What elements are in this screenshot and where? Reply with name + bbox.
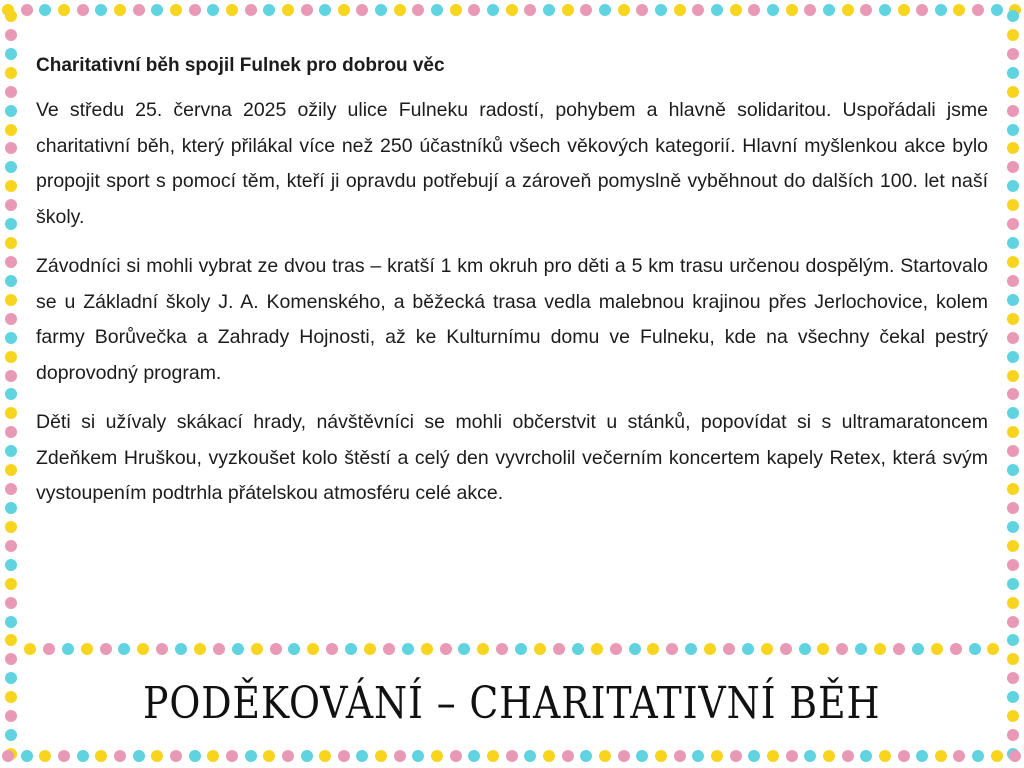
border-dot: [468, 750, 480, 762]
border-dot: [5, 124, 17, 136]
border-dot: [5, 48, 17, 60]
border-dot: [394, 4, 406, 16]
border-dot: [879, 750, 891, 762]
border-dot: [450, 750, 462, 762]
border-dot: [972, 4, 984, 16]
border-dot: [133, 4, 145, 16]
border-dot: [5, 540, 17, 552]
border-dot: [245, 750, 257, 762]
border-dot: [207, 4, 219, 16]
border-dot: [245, 4, 257, 16]
border-dot: [189, 750, 201, 762]
border-dot: [345, 643, 357, 655]
border-dot: [1007, 351, 1019, 363]
border-dot: [5, 180, 17, 192]
border-dot: [1007, 691, 1019, 703]
border-dot: [5, 559, 17, 571]
border-dot: [524, 750, 536, 762]
border-dot: [170, 4, 182, 16]
border-dot: [251, 643, 263, 655]
border-dot: [842, 750, 854, 762]
border-dot: [1007, 48, 1019, 60]
border-dot: [1007, 237, 1019, 249]
border-dot: [175, 643, 187, 655]
border-dot: [5, 332, 17, 344]
border-dot: [1007, 729, 1019, 741]
border-dot: [618, 4, 630, 16]
border-dot: [1007, 124, 1019, 136]
border-dot: [477, 643, 489, 655]
border-dot: [77, 750, 89, 762]
border-dot: [1007, 616, 1019, 628]
border-dot: [5, 370, 17, 382]
border-dot: [5, 634, 17, 646]
border-dot: [412, 4, 424, 16]
border-dot: [972, 750, 984, 762]
border-dot: [786, 750, 798, 762]
border-dot: [156, 643, 168, 655]
border-dot: [319, 4, 331, 16]
border-dot: [375, 4, 387, 16]
border-dot: [953, 750, 965, 762]
border-dot: [879, 4, 891, 16]
article-paragraph-3: Děti si užívaly skákací hrady, návštěvníci se mohli občerstvit u stánků, popovídat si s ultramaratoncem Zdeňkem Hruškou, vyzkoušet kolo štěstí a celý den vyvrcholil večerním koncertem kapely Retex, která svým vystoupením podtrhla přátelskou atmosféru celé akce.: [36, 411, 988, 504]
border-dot: [95, 750, 107, 762]
border-dot: [5, 672, 17, 684]
border-dot: [213, 643, 225, 655]
border-dot: [823, 750, 835, 762]
border-dot: [133, 750, 145, 762]
border-dot: [5, 597, 17, 609]
border-dot: [1007, 464, 1019, 476]
border-dot: [1007, 653, 1019, 665]
border-dot: [487, 4, 499, 16]
border-dot: [5, 653, 17, 665]
border-dot: [748, 4, 760, 16]
border-dot: [151, 4, 163, 16]
border-dot: [916, 750, 928, 762]
border-dot: [207, 750, 219, 762]
border-dot: [1007, 407, 1019, 419]
border-dot: [1007, 748, 1019, 760]
border-dot: [77, 4, 89, 16]
border-dot: [860, 750, 872, 762]
border-dot: [723, 643, 735, 655]
border-dot: [1007, 275, 1019, 287]
dotted-border-bottom: [2, 749, 1022, 763]
border-dot: [916, 4, 928, 16]
dotted-separator: [24, 642, 1000, 656]
border-dot: [402, 643, 414, 655]
border-dot: [194, 643, 206, 655]
border-dot: [282, 4, 294, 16]
dotted-border-left: [4, 10, 18, 760]
border-dot: [364, 643, 376, 655]
border-dot: [431, 4, 443, 16]
border-dot: [836, 643, 848, 655]
border-dot: [421, 643, 433, 655]
border-dot: [170, 750, 182, 762]
border-dot: [799, 643, 811, 655]
dotted-border-top: [2, 3, 1022, 17]
border-dot: [43, 643, 55, 655]
border-dot: [5, 237, 17, 249]
border-dot: [1007, 445, 1019, 457]
border-dot: [5, 521, 17, 533]
border-dot: [562, 4, 574, 16]
article-paragraph-2: Závodníci si mohli vybrat ze dvou tras – kratší 1 km okruh pro děti a 5 km trasu určenou dospělým. Startovalo se u Základní školy J. A. Komenského, a běžecká trasa vedla malebnou krajinou přes Jerlochovice, kolem farmy Borůvečka a Zahrady Hojnosti, až ke Kulturnímu domu ve Fulneku, kde na všechny čekal pestrý doprovodný program.: [36, 255, 988, 384]
border-dot: [2, 750, 14, 762]
border-dot: [950, 643, 962, 655]
border-dot: [572, 643, 584, 655]
border-dot: [991, 4, 1003, 16]
border-dot: [618, 750, 630, 762]
border-dot: [5, 483, 17, 495]
border-dot: [647, 643, 659, 655]
border-dot: [5, 86, 17, 98]
border-dot: [1007, 521, 1019, 533]
border-dot: [1007, 710, 1019, 722]
border-dot: [5, 294, 17, 306]
border-dot: [1007, 540, 1019, 552]
border-dot: [898, 750, 910, 762]
border-dot: [301, 750, 313, 762]
border-dot: [991, 750, 1003, 762]
border-dot: [394, 750, 406, 762]
border-dot: [383, 643, 395, 655]
border-dot: [114, 750, 126, 762]
border-dot: [543, 750, 555, 762]
border-dot: [874, 643, 886, 655]
border-dot: [5, 710, 17, 722]
border-dot: [5, 464, 17, 476]
border-dot: [356, 750, 368, 762]
border-dot: [893, 643, 905, 655]
border-dot: [338, 750, 350, 762]
border-dot: [1007, 29, 1019, 41]
border-dot: [62, 643, 74, 655]
border-dot: [81, 643, 93, 655]
border-dot: [5, 199, 17, 211]
border-dot: [804, 4, 816, 16]
border-dot: [1009, 750, 1021, 762]
border-dot: [5, 578, 17, 590]
border-dot: [506, 750, 518, 762]
border-dot: [987, 643, 999, 655]
border-dot: [5, 445, 17, 457]
border-dot: [855, 643, 867, 655]
border-dot: [301, 4, 313, 16]
border-dot: [356, 4, 368, 16]
border-dot: [655, 750, 667, 762]
border-dot: [5, 407, 17, 419]
border-dot: [580, 750, 592, 762]
banner: [24, 668, 1000, 738]
border-dot: [226, 4, 238, 16]
border-dot: [118, 643, 130, 655]
border-dot: [5, 161, 17, 173]
border-dot: [189, 4, 201, 16]
border-dot: [674, 750, 686, 762]
border-dot: [137, 643, 149, 655]
border-dot: [232, 643, 244, 655]
border-dot: [288, 643, 300, 655]
border-dot: [338, 4, 350, 16]
border-dot: [5, 351, 17, 363]
border-dot: [1007, 142, 1019, 154]
border-dot: [114, 4, 126, 16]
border-dot: [629, 643, 641, 655]
border-dot: [5, 748, 17, 760]
border-dot: [21, 4, 33, 16]
border-dot: [58, 4, 70, 16]
border-dot: [515, 643, 527, 655]
border-dot: [562, 750, 574, 762]
border-dot: [5, 142, 17, 154]
border-dot: [666, 643, 678, 655]
border-dot: [307, 643, 319, 655]
border-dot: [5, 218, 17, 230]
border-dot: [692, 750, 704, 762]
border-dot: [742, 643, 754, 655]
border-dot: [5, 388, 17, 400]
border-dot: [412, 750, 424, 762]
border-dot: [553, 643, 565, 655]
border-dot: [5, 313, 17, 325]
border-dot: [326, 643, 338, 655]
border-dot: [591, 643, 603, 655]
border-dot: [599, 4, 611, 16]
border-dot: [270, 643, 282, 655]
border-dot: [692, 4, 704, 16]
border-dot: [440, 643, 452, 655]
border-dot: [487, 750, 499, 762]
border-dot: [1007, 332, 1019, 344]
border-dot: [1007, 161, 1019, 173]
dotted-border-right: [1006, 10, 1020, 760]
border-dot: [636, 750, 648, 762]
border-dot: [1007, 672, 1019, 684]
border-dot: [458, 643, 470, 655]
border-dot: [1007, 10, 1019, 22]
border-dot: [282, 750, 294, 762]
border-dot: [431, 750, 443, 762]
border-dot: [786, 4, 798, 16]
border-dot: [5, 691, 17, 703]
border-dot: [1007, 67, 1019, 79]
article-headline: Charitativní běh spojil Fulnek pro dobrou věc: [36, 55, 445, 76]
border-dot: [711, 750, 723, 762]
border-dot: [842, 4, 854, 16]
border-dot: [95, 4, 107, 16]
border-dot: [534, 643, 546, 655]
border-dot: [685, 643, 697, 655]
border-dot: [24, 643, 36, 655]
border-dot: [767, 4, 779, 16]
border-dot: [860, 4, 872, 16]
border-dot: [151, 750, 163, 762]
border-dot: [1007, 578, 1019, 590]
border-dot: [1007, 370, 1019, 382]
border-dot: [375, 750, 387, 762]
border-dot: [610, 643, 622, 655]
border-dot: [496, 643, 508, 655]
border-dot: [730, 750, 742, 762]
border-dot: [5, 616, 17, 628]
border-dot: [931, 643, 943, 655]
border-dot: [1007, 294, 1019, 306]
border-dot: [524, 4, 536, 16]
border-dot: [100, 643, 112, 655]
border-dot: [5, 256, 17, 268]
border-dot: [5, 729, 17, 741]
border-dot: [969, 643, 981, 655]
border-dot: [450, 4, 462, 16]
border-dot: [767, 750, 779, 762]
border-dot: [780, 643, 792, 655]
border-dot: [506, 4, 518, 16]
border-dot: [953, 4, 965, 16]
border-dot: [636, 4, 648, 16]
article-paragraph-1: Ve středu 25. června 2025 ožily ulice Fulneku radostí, pohybem a hlavně solidaritou. Uspořádali jsme charitativní běh, který přilákal více než 250 účastníků všech věkových kategorií. Hlavní myšlenkou akce bylo propojit sport s pomocí těm, kteří ji opravdu potřebují a zároveň pomyslně vyběhnout do dalších 100. let naší školy.: [36, 99, 988, 228]
border-dot: [263, 750, 275, 762]
border-dot: [823, 4, 835, 16]
border-dot: [1007, 86, 1019, 98]
border-dot: [1007, 483, 1019, 495]
border-dot: [655, 4, 667, 16]
border-dot: [711, 4, 723, 16]
border-dot: [1007, 180, 1019, 192]
border-dot: [263, 4, 275, 16]
border-dot: [5, 275, 17, 287]
border-dot: [5, 502, 17, 514]
border-dot: [674, 4, 686, 16]
border-dot: [1007, 559, 1019, 571]
border-dot: [5, 29, 17, 41]
border-dot: [5, 105, 17, 117]
border-dot: [935, 750, 947, 762]
border-dot: [912, 643, 924, 655]
border-dot: [580, 4, 592, 16]
article: [36, 52, 988, 526]
border-dot: [5, 426, 17, 438]
border-dot: [1007, 597, 1019, 609]
border-dot: [748, 750, 760, 762]
border-dot: [1007, 105, 1019, 117]
border-dot: [1007, 388, 1019, 400]
border-dot: [704, 643, 716, 655]
border-dot: [468, 4, 480, 16]
border-dot: [1007, 199, 1019, 211]
border-dot: [599, 750, 611, 762]
border-dot: [58, 750, 70, 762]
border-dot: [1007, 256, 1019, 268]
border-dot: [21, 750, 33, 762]
border-dot: [817, 643, 829, 655]
border-dot: [226, 750, 238, 762]
border-dot: [5, 10, 17, 22]
border-dot: [1007, 218, 1019, 230]
banner-title: PODĚKOVÁNÍ – CHARITATIVNÍ BĚH: [143, 677, 881, 729]
border-dot: [1007, 313, 1019, 325]
border-dot: [543, 4, 555, 16]
border-dot: [1007, 502, 1019, 514]
border-dot: [730, 4, 742, 16]
border-dot: [1007, 426, 1019, 438]
border-dot: [761, 643, 773, 655]
border-dot: [2, 4, 14, 16]
border-dot: [1007, 634, 1019, 646]
border-dot: [898, 4, 910, 16]
border-dot: [935, 4, 947, 16]
border-dot: [39, 4, 51, 16]
border-dot: [319, 750, 331, 762]
border-dot: [39, 750, 51, 762]
border-dot: [5, 67, 17, 79]
border-dot: [1009, 4, 1021, 16]
border-dot: [804, 750, 816, 762]
